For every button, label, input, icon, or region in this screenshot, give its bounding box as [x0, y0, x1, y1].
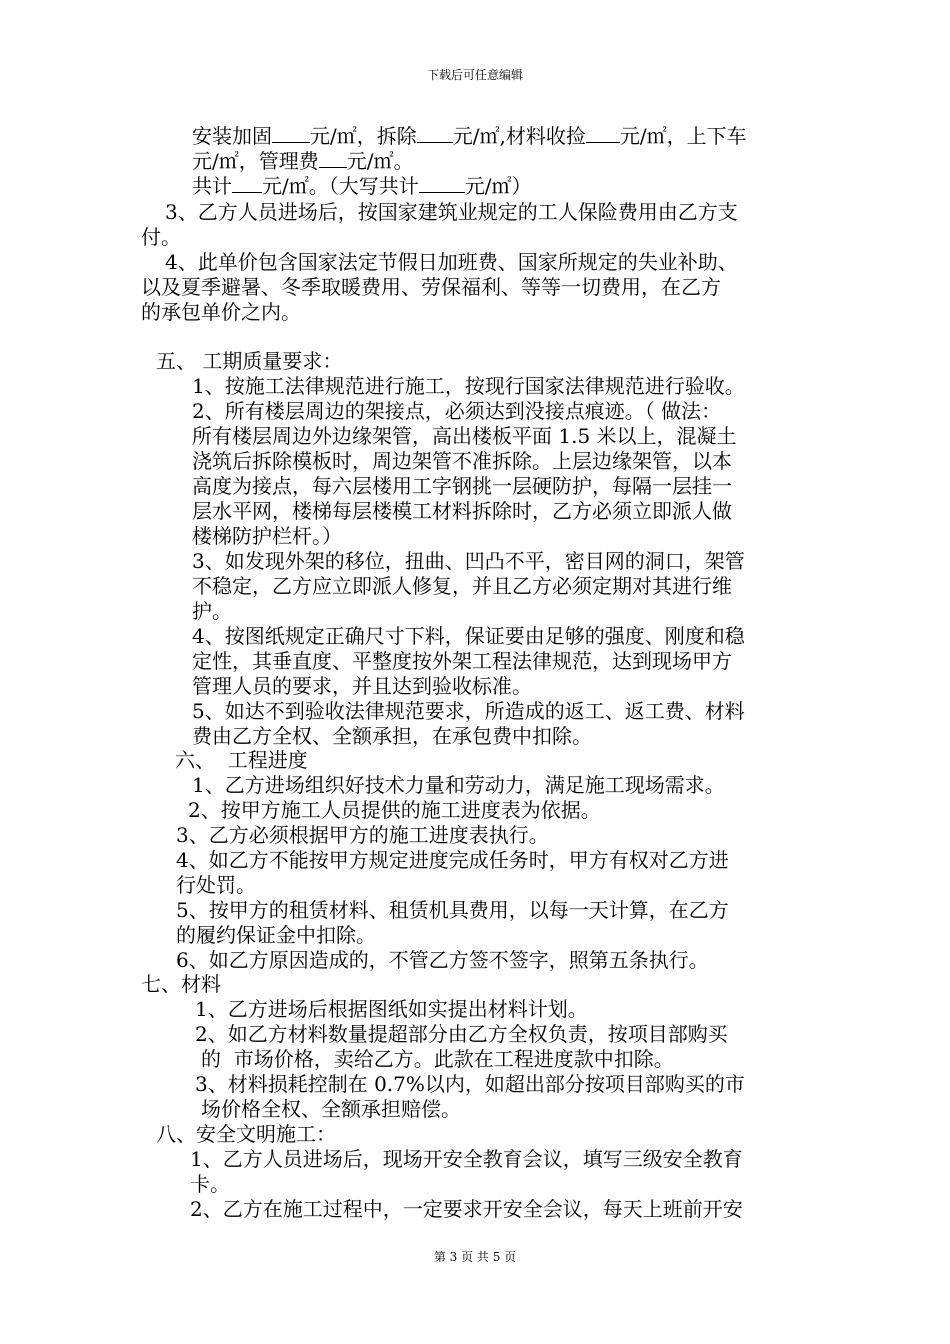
text-line: 5、按甲方的租赁材料、租赁机具费用，以每一天计算，在乙方 — [176, 898, 729, 922]
text-segment: 元/㎡,材料收捡 — [452, 124, 586, 148]
fill-blank — [319, 149, 347, 168]
text-line: 3、材料损耗控制在 0.7%以内，如超出部分按项目部购买的市 — [195, 1072, 745, 1096]
text-line: 的履约保证金中扣除。 — [176, 923, 376, 947]
text-line: 3、如发现外架的移位，扭曲、凹凸不平，密目网的洞口，架管 — [192, 549, 745, 573]
fill-blank — [272, 124, 310, 143]
text-line: 行处罚。 — [176, 873, 256, 897]
section-heading: 五、 工期质量要求： — [156, 349, 343, 373]
text-line: 1、乙方人员进场后，现场开安全教育会议，填写三级安全教育 — [190, 1147, 743, 1171]
section-heading: 八、安全文明施工： — [156, 1122, 336, 1146]
text-line — [192, 174, 532, 198]
fill-blank — [419, 174, 465, 193]
text-segment: 安装加固 — [192, 124, 272, 148]
text-line: 护。 — [192, 599, 232, 623]
text-segment: 元/㎡，拆除 — [310, 124, 417, 148]
text-line: 所有楼层周边外边缘架管，高出楼板平面 1.5 米以上，混凝土 — [192, 424, 737, 448]
text-line: 定性，其垂直度、平整度按外架工程法律规范，达到现场甲方 — [192, 649, 732, 673]
text-line: 不稳定，乙方应立即派人修复，并且乙方必须定期对其进行维 — [192, 574, 732, 598]
text-line: 2、按甲方施工人员提供的施工进度表为依据。 — [188, 798, 601, 822]
text-line: 1、乙方进场组织好技术力量和劳动力，满足施工现场需求。 — [192, 773, 725, 797]
fill-blank — [232, 174, 262, 193]
text-line: 2、如乙方材料数量提超部分由乙方全权负责，按项目部购买 — [195, 1022, 728, 1046]
text-line: 浇筑后拆除模板时，周边架管不准拆除。上层边缘架管，以本 — [192, 449, 732, 473]
text-line: 管理人员的要求，并且达到验收标准。 — [192, 674, 532, 698]
text-segment: 元/㎡。 — [346, 149, 414, 173]
text-line: 高度为接点，每六层楼用工字钢挑一层硬防护，每隔一层挂一 — [192, 474, 732, 498]
text-line: 以及夏季避暑、冬季取暖费用、劳保福利、等等一切费用，在乙方 — [141, 275, 721, 299]
text-line: 付。 — [141, 225, 181, 249]
fill-blank — [586, 124, 620, 143]
text-segment: 元/㎡） — [464, 174, 532, 198]
section-heading: 六、 工程进度 — [175, 748, 308, 772]
text-line: 3、乙方必须根据甲方的施工进度表执行。 — [176, 823, 549, 847]
text-line: 卡。 — [190, 1172, 230, 1196]
text-line: 费由乙方全权、全额承担，在承包费中扣除。 — [192, 724, 592, 748]
fill-blank — [417, 124, 453, 143]
text-line: 场价格全权、全额承担赔偿。 — [201, 1097, 461, 1121]
text-line: 2、所有楼层周边的架接点，必须达到没接点痕迹。（ 做法： — [192, 399, 722, 423]
text-line: 层水平网，楼梯每层楼模工材料拆除时，乙方必须立即派人做 — [192, 499, 732, 523]
page-footer: 第 3 页 共 5 页 — [433, 1250, 517, 1264]
text-segment: 元/㎡，上下车 — [619, 124, 747, 148]
text-line: 的承包单价之内。 — [141, 300, 301, 324]
text-segment: 共计 — [192, 174, 232, 198]
text-line: 5、如达不到验收法律规范要求，所造成的返工、返工费、材料 — [192, 699, 745, 723]
text-line — [192, 124, 747, 148]
text-line: 4、如乙方不能按甲方规定进度完成任务时，甲方有权对乙方进 — [176, 848, 729, 872]
text-line: 6、如乙方原因造成的，不管乙方签不签字，照第五条执行。 — [176, 948, 709, 972]
text-line — [192, 149, 414, 173]
text-line: 4、按图纸规定正确尺寸下料，保证要由足够的强度、刚度和稳 — [192, 624, 745, 648]
text-line: 2、乙方在施工过程中，一定要求开安全会议，每天上班前开安 — [190, 1197, 743, 1221]
text-line: 1、乙方进场后根据图纸如实提出材料计划。 — [195, 997, 588, 1021]
text-line: 3、乙方人员进场后，按国家建筑业规定的工人保险费用由乙方支 — [165, 200, 738, 224]
section-heading: 七、材料 — [141, 972, 221, 996]
text-line: 1、按施工法律规范进行施工，按现行国家法律规范进行验收。 — [192, 374, 745, 398]
text-line: 楼梯防护栏杆。） — [192, 524, 342, 548]
text-line: 的 市场价格，卖给乙方。此款在工程进度款中扣除。 — [201, 1047, 674, 1071]
text-segment: 元/㎡，管理费 — [192, 149, 319, 173]
text-segment: 元/㎡。（大写共计 — [262, 174, 419, 198]
text-line: 4、此单价包含国家法定节假日加班费、国家所规定的失业补助、 — [165, 250, 738, 274]
page-header: 下载后可任意编辑 — [426, 68, 523, 82]
